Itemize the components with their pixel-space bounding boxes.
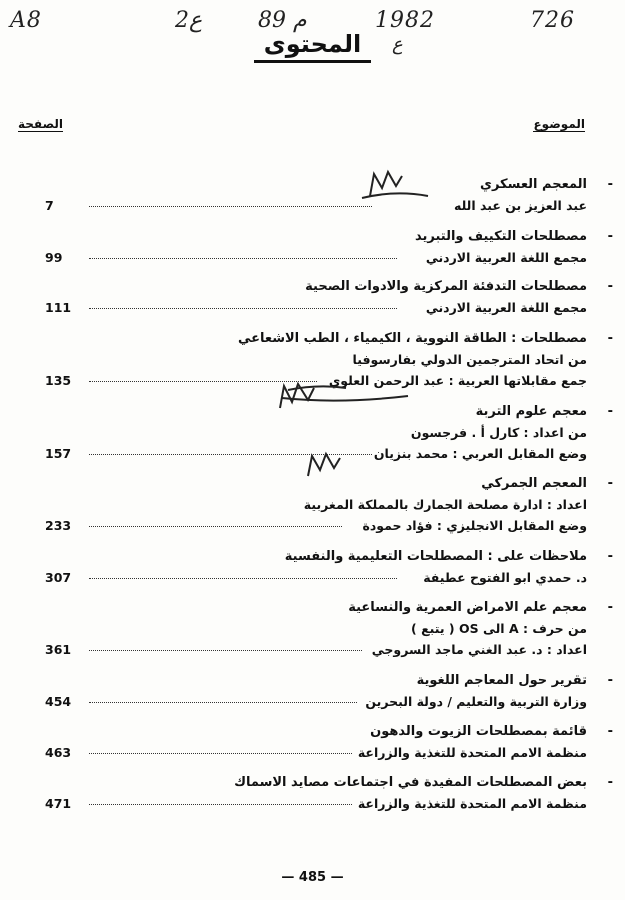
entry-title: معجم علوم التربة (475, 404, 587, 419)
entry-author: منظمة الامم المتحدة للتغذية والزراعة (357, 796, 587, 811)
entry-author: اعداد : د. عبد الغني ماجد السروجي (371, 642, 587, 657)
entry-page-number: 471 (45, 796, 72, 811)
handwritten-year: 1982 (375, 8, 435, 33)
entry-author: اعداد : ادارة مصلحة الجمارك بالمملكة المغربية (303, 497, 587, 512)
toc-entry: - تقرير حول المعاجم اللغوية وزارة التربية والتعليم / دولة البحرين 454 (37, 670, 597, 712)
page-number-footer: — 485 — (281, 870, 344, 885)
handwritten-note-1: 2ع (175, 8, 203, 33)
handwritten-mark-icon (360, 168, 430, 200)
entry-author: وضع المقابل الانجليزي : فؤاد حمودة (362, 518, 587, 533)
entry-page-number: 233 (45, 518, 72, 533)
entry-title: ملاحظات على : المصطلحات التعليمية والنفسية (284, 549, 587, 564)
toc-entry: - قائمة بمصطلحات الزيوت والدهون منظمة الامم المتحدة للتغذية والزراعة 463 (37, 721, 597, 763)
entry-author: من اتحاد المترجمين الدولي بفارسوفيا (352, 352, 587, 367)
entry-title: مصطلحات التكييف والتبريد (414, 229, 587, 244)
toc-entry: - مصطلحات التكييف والتبريد مجمع اللغة العربية الاردني 99 (37, 226, 597, 268)
entry-page-number: 463 (45, 745, 72, 760)
entry-title: قائمة بمصطلحات الزيوت والدهون (370, 724, 587, 739)
entry-page-number: 99 (45, 250, 63, 265)
entry-author: د. حمدي ابو الفتوح عطيفة (423, 570, 587, 585)
handwritten-underline (280, 392, 410, 404)
handwritten-note-right: 726 (530, 8, 575, 33)
entry-title: مصطلحات التدفئة المركزية والادوات الصحية (305, 279, 587, 294)
toc-entry: - معجم علم الامراض العمرية والنساعية من حرف : A الى OS ( يتبع ) اعداد : د. عبد الغني ماجد السروجي 361 (37, 597, 597, 660)
entry-page-number: 135 (45, 373, 72, 388)
entry-author: جمع مقابلاتها العربية : عبد الرحمن العلوي (328, 373, 587, 388)
handwritten-note-left: A8 (10, 8, 42, 33)
handwritten-note-2: 89 م (258, 8, 307, 33)
entry-page-number: 111 (45, 300, 72, 315)
entry-title: بعض المصطلحات المفيدة في اجتماعات مصايد الاسماك (234, 775, 587, 790)
toc-entry: - ملاحظات على : المصطلحات التعليمية والنفسية د. حمدي ابو الفتوح عطيفة 307 (37, 546, 597, 588)
handwritten-mark-icon (300, 450, 360, 478)
entry-author: من حرف : A الى OS ( يتبع ) (411, 621, 587, 636)
handwritten-title-mark: ع (392, 34, 403, 55)
entry-author: وزارة التربية والتعليم / دولة البحرين (365, 694, 587, 709)
column-header-page: الصفحة (18, 117, 64, 131)
entry-author: من اعداد : كارل أ . فرجسون (410, 425, 587, 440)
toc-entry: - مصطلحات : الطاقة النووية ، الكيمياء ، الطب الاشعاعي من اتحاد المترجمين الدولي بفارسوفيا جمع مقابلاتها العربية : عبد الرحمن العلوي 135 (37, 328, 597, 391)
entry-author: مجمع اللغة العربية الاردني (425, 250, 587, 265)
entry-page-number: 7 (45, 198, 54, 213)
entry-author: منظمة الامم المتحدة للتغذية والزراعة (357, 745, 587, 760)
entry-title: المعجم العسكري (480, 177, 587, 192)
entry-title: مصطلحات : الطاقة النووية ، الكيمياء ، الطب الاشعاعي (237, 331, 587, 346)
entry-title: معجم علم الامراض العمرية والنساعية (348, 600, 587, 615)
page-title (0, 30, 625, 58)
column-header-topic: الموضوع (533, 117, 585, 131)
toc-entry: - المعجم الجمركي اعداد : ادارة مصلحة الجمارك بالمملكة المغربية وضع المقابل الانجليزي : فؤاد حمودة 233 (37, 473, 597, 536)
entry-page-number: 157 (45, 446, 72, 461)
page-title-text: المحتوى (254, 30, 371, 63)
entry-title: تقرير حول المعاجم اللغوية (416, 673, 587, 688)
toc-entry: - معجم علوم التربة من اعداد : كارل أ . فرجسون وضع المقابل العربي : محمد بنزيان 157 (37, 401, 597, 464)
entry-page-number: 307 (45, 570, 72, 585)
entry-page-number: 361 (45, 642, 72, 657)
toc-entry: - بعض المصطلحات المفيدة في اجتماعات مصايد الاسماك منظمة الامم المتحدة للتغذية والزراعة 471 (37, 772, 597, 814)
toc-entry: - المعجم العسكري عبد العزيز بن عبد الله 7 (37, 174, 597, 216)
entry-title: المعجم الجمركي (481, 476, 587, 491)
entry-author: وضع المقابل العربي : محمد بنزيان (373, 446, 587, 461)
entry-author: عبد العزيز بن عبد الله (453, 198, 587, 213)
toc-entry: - مصطلحات التدفئة المركزية والادوات الصحية مجمع اللغة العربية الاردني 111 (37, 276, 597, 318)
entry-author: مجمع اللغة العربية الاردني (425, 300, 587, 315)
entry-page-number: 454 (45, 694, 72, 709)
